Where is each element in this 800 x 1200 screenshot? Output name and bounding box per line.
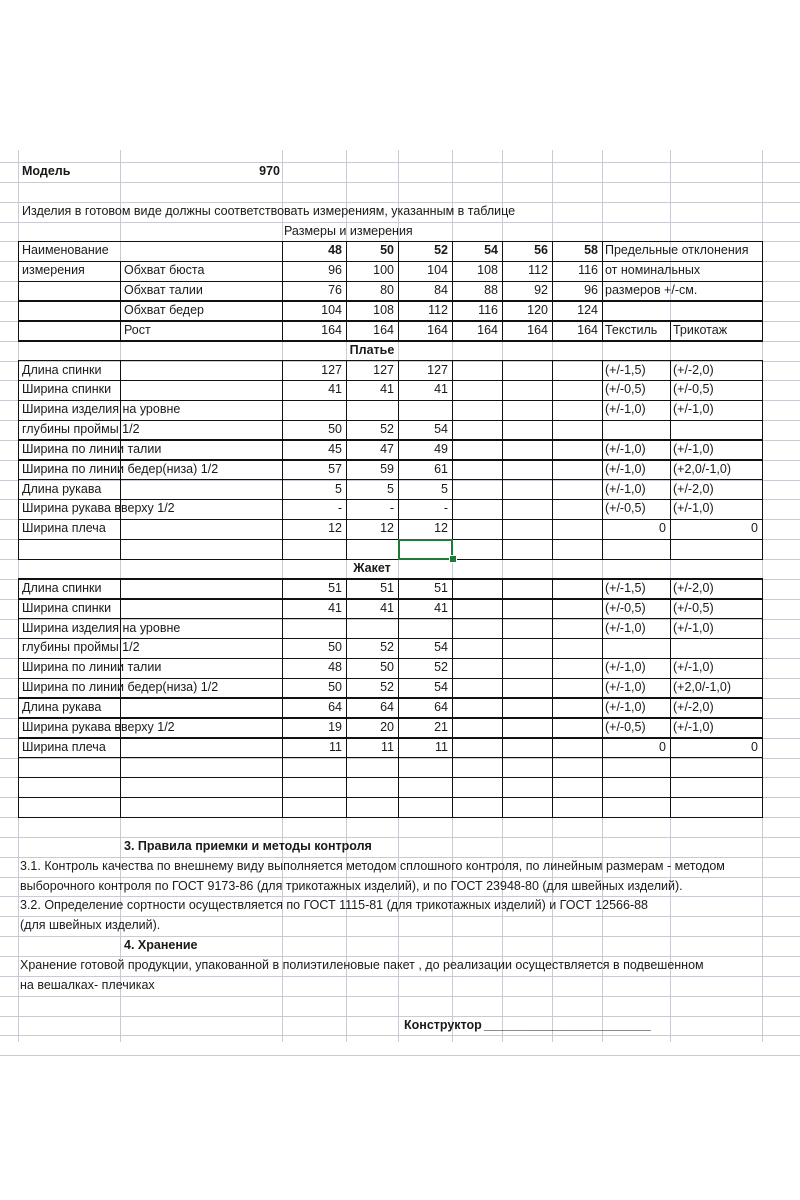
table-border-h: [18, 777, 763, 778]
dress-value: 41: [328, 382, 342, 397]
table-border-h: [18, 539, 763, 540]
dress-knit: (+/-2,0): [673, 362, 714, 377]
table-border-h: [18, 578, 763, 579]
body-measure-value: 116: [578, 263, 598, 278]
jacket-row-name: Ширина спинки: [22, 600, 112, 615]
body-measure-value: 84: [434, 283, 448, 298]
size-header-54: 54: [484, 243, 498, 258]
jacket-value: 52: [434, 660, 448, 675]
table-border-h: [18, 340, 763, 341]
model-label: Модель: [22, 164, 71, 178]
dress-value: 61: [434, 461, 448, 476]
table-border-v: [18, 241, 19, 340]
jacket-value: 20: [380, 719, 394, 734]
jacket-value: 50: [328, 640, 342, 655]
section3-text: выборочного контроля по ГОСТ 9173-86 (для трикотажных изделий), и по ГОСТ 23948-80 (для швейных изделий).: [20, 878, 683, 893]
dress-value: 127: [427, 362, 448, 377]
dress-knit: (+/-0,5): [673, 382, 714, 397]
dress-knit: (+/-2,0): [673, 481, 714, 496]
dress-value: 127: [321, 362, 342, 377]
jacket-textile: (+/-0,5): [605, 600, 646, 615]
dress-textile: (+/-1,0): [605, 441, 646, 456]
body-measure-name: Обхват бедер: [124, 302, 204, 317]
table-border-v: [502, 579, 503, 817]
jacket-textile: 0: [659, 739, 666, 754]
body-measure-value: 120: [527, 302, 548, 317]
dress-value: 47: [380, 441, 394, 456]
table-border-h: [18, 678, 763, 679]
table-border-h: [18, 320, 763, 321]
table-border-h: [18, 439, 763, 440]
size-header-50: 50: [380, 243, 394, 258]
body-measure-value: 108: [373, 302, 394, 317]
dress-textile: (+/-1,0): [605, 461, 646, 476]
dress-value: -: [337, 501, 342, 516]
body-measure-name: Рост: [124, 322, 151, 337]
dress-value: 57: [328, 461, 342, 476]
jacket-value: 19: [328, 719, 342, 734]
table-border-v: [18, 579, 19, 817]
table-border-h: [18, 559, 763, 560]
dress-textile: 0: [659, 521, 666, 536]
table-border-h: [18, 658, 763, 659]
dress-row-name: Ширина по линии талии: [22, 441, 162, 456]
dress-row-name: Ширина изделия на уровне: [22, 402, 181, 417]
dress-textile: (+/-1,0): [605, 402, 646, 417]
signature-line: ________________________: [484, 1017, 651, 1032]
dress-textile: (+/-0,5): [605, 382, 646, 397]
jacket-row-name: глубины проймы 1/2: [22, 640, 140, 655]
jacket-value: 54: [434, 680, 448, 695]
table-border-h: [18, 300, 763, 301]
body-measure-value: 104: [427, 263, 448, 278]
dress-knit: 0: [751, 521, 758, 536]
jacket-value: 50: [328, 680, 342, 695]
jacket-value: 51: [434, 580, 448, 595]
dress-value: 12: [380, 521, 394, 536]
dress-value: 41: [380, 382, 394, 397]
jacket-value: 64: [434, 699, 448, 714]
table-border-v: [762, 579, 763, 817]
jacket-value: 21: [434, 719, 448, 734]
jacket-value: 41: [380, 600, 394, 615]
body-measure-value: 164: [577, 322, 598, 337]
section3-text: (для швейных изделий).: [20, 918, 161, 933]
jacket-textile: (+/-1,0): [605, 660, 646, 675]
table-border-h: [18, 817, 763, 818]
dress-row-name: Ширина рукава вверху 1/2: [22, 501, 175, 516]
fill-handle[interactable]: [449, 555, 457, 563]
table-border-h: [18, 261, 763, 262]
table-border-h: [18, 400, 763, 401]
jacket-knit: (+/-2,0): [673, 580, 714, 595]
jacket-value: 64: [328, 699, 342, 714]
table-border-v: [120, 579, 121, 817]
table-border-v: [762, 241, 763, 340]
jacket-row-name: Ширина плеча: [22, 739, 106, 754]
table-border-v: [670, 579, 671, 817]
body-measure-name: Обхват бюста: [124, 263, 205, 278]
table-border-v: [552, 361, 553, 560]
dress-value: 41: [434, 382, 448, 397]
section3-text: 3.1. Контроль качества по внешнему виду выполняется методом сплошного контроля, по линейным размерам - методом: [20, 858, 725, 873]
table-border-h: [18, 380, 763, 381]
active-cell-selection[interactable]: [398, 539, 453, 560]
jacket-textile: (+/-1,0): [605, 699, 646, 714]
dress-value: 5: [387, 481, 394, 496]
jacket-title: Жакет: [353, 561, 391, 575]
dress-value: 127: [373, 362, 394, 377]
dress-row-name: Ширина плеча: [22, 521, 106, 536]
jacket-row-name: Длина спинки: [22, 580, 102, 595]
dress-textile: (+/-0,5): [605, 501, 646, 516]
body-measure-value: 104: [321, 302, 342, 317]
dress-value: 52: [380, 422, 394, 437]
dress-row-name: Длина рукава: [22, 481, 102, 496]
jacket-value: 41: [328, 600, 342, 615]
section3-title: 3. Правила приемки и методы контроля: [124, 838, 372, 853]
jacket-textile: (+/-1,0): [605, 620, 646, 635]
section4-text: на вешалках- плечиках: [20, 977, 155, 992]
dress-knit: (+/-1,0): [673, 441, 714, 456]
table-border-h: [18, 241, 763, 242]
dress-knit: (+/-1,0): [673, 402, 714, 417]
name-label: Наименование: [22, 243, 109, 258]
dress-value: 12: [434, 521, 448, 536]
dress-value: 50: [328, 422, 342, 437]
dress-knit: (+/-1,0): [673, 501, 714, 516]
jacket-value: 54: [434, 640, 448, 655]
jacket-value: 52: [380, 640, 394, 655]
dress-value: 49: [434, 441, 448, 456]
body-measure-value: 112: [528, 263, 548, 278]
dress-value: 5: [441, 481, 448, 496]
size-header-48: 48: [328, 243, 342, 258]
table-border-h: [18, 717, 763, 718]
jacket-knit: (+/-2,0): [673, 699, 714, 714]
jacket-row-name: Ширина рукава вверху 1/2: [22, 719, 175, 734]
body-measure-value: 164: [427, 322, 448, 337]
size-header-52: 52: [434, 243, 448, 258]
table-border-h: [18, 519, 763, 520]
section3-text: 3.2. Определение сортности осуществляется по ГОСТ 1115-81 (для трикотажных изделий) и ГОСТ 12566-88: [20, 898, 649, 913]
table-title: Размеры и измерения: [284, 223, 413, 238]
body-measure-value: 116: [478, 302, 498, 317]
table-border-v: [452, 579, 453, 817]
body-measure-value: 96: [328, 263, 342, 278]
table-border-v: [452, 361, 453, 560]
jacket-row-name: Ширина изделия на уровне: [22, 620, 181, 635]
jacket-value: 51: [328, 580, 342, 595]
table-border-h: [18, 797, 763, 798]
jacket-textile: (+/-1,5): [605, 580, 646, 595]
body-measure-value: 112: [428, 302, 448, 317]
dress-textile: (+/-1,5): [605, 362, 646, 377]
body-measure-value: 124: [577, 302, 598, 317]
jacket-value: 11: [435, 739, 448, 754]
jacket-textile: (+/-1,0): [605, 680, 646, 695]
table-border-h: [18, 638, 763, 639]
jacket-value: 51: [380, 580, 394, 595]
jacket-knit: (+/-1,0): [673, 660, 714, 675]
name-label-2: измерения: [22, 263, 85, 278]
table-border-h: [18, 598, 763, 599]
body-measure-value: 80: [380, 283, 394, 298]
jacket-knit: (+/-0,5): [673, 600, 714, 615]
jacket-value: 50: [380, 660, 394, 675]
jacket-row-name: Ширина по линии талии: [22, 660, 162, 675]
jacket-knit: 0: [751, 739, 758, 754]
table-border-h: [18, 697, 763, 698]
body-measure-value: 164: [373, 322, 394, 337]
dress-value: 45: [328, 441, 342, 456]
table-border-h: [18, 360, 763, 361]
table-border-h: [18, 618, 763, 619]
dress-row-name: Длина спинки: [22, 362, 102, 377]
body-measure-value: 100: [373, 263, 394, 278]
body-measure-value: 108: [477, 263, 498, 278]
jacket-knit: (+/-1,0): [673, 719, 714, 734]
table-border-v: [762, 361, 763, 560]
model-number: 970: [259, 164, 280, 178]
section4-text: Хранение готовой продукции, упакованной в полиэтиленовые пакет , до реализации осуществляется в подвешенном: [20, 958, 704, 972]
jacket-value: 41: [434, 600, 448, 615]
jacket-value: 11: [329, 739, 342, 754]
body-measure-value: 88: [484, 283, 498, 298]
jacket-textile: (+/-0,5): [605, 719, 646, 734]
body-measure-value: 164: [527, 322, 548, 337]
dress-value: 5: [335, 481, 342, 496]
dress-value: 59: [380, 461, 394, 476]
dress-textile: (+/-1,0): [605, 481, 646, 496]
table-border-v: [602, 579, 603, 817]
tolerance-label: Предельные отклонения: [605, 243, 749, 258]
table-border-h: [18, 281, 763, 282]
dress-value: -: [389, 501, 394, 516]
table-border-h: [18, 459, 763, 460]
size-header-56: 56: [534, 243, 548, 258]
knit-header: Трикотаж: [673, 322, 728, 337]
dress-title: Платье: [349, 342, 395, 357]
dress-value: 54: [434, 422, 448, 437]
body-measure-value: 96: [584, 283, 598, 298]
table-border-v: [120, 261, 121, 340]
dress-row-name: глубины проймы 1/2: [22, 422, 140, 437]
dress-value: -: [443, 501, 448, 516]
jacket-value: 11: [381, 739, 394, 754]
table-border-v: [120, 361, 121, 560]
jacket-value: 48: [328, 660, 342, 675]
intro-text: Изделия в готовом виде должны соответствовать измерениям, указанным в таблице: [22, 203, 516, 218]
textile-header: Текстиль: [605, 322, 658, 337]
jacket-value: 52: [380, 680, 394, 695]
jacket-value: 64: [380, 699, 394, 714]
jacket-row-name: Ширина по линии бедер(низа) 1/2: [22, 680, 219, 695]
table-border-h: [18, 499, 763, 500]
size-header-58: 58: [584, 243, 598, 258]
table-border-h: [18, 737, 763, 738]
body-measure-value: 164: [477, 322, 498, 337]
tolerance-label-3: размеров +/-см.: [605, 283, 698, 298]
table-border-v: [18, 361, 19, 560]
signature-label: Конструктор: [404, 1017, 482, 1032]
table-border-v: [670, 321, 671, 341]
section4-title: 4. Хранение: [124, 938, 198, 953]
body-measure-value: 76: [328, 283, 342, 298]
tolerance-label-2: от номинальных: [605, 263, 701, 278]
dress-row-name: Ширина по линии бедер(низа) 1/2: [22, 461, 219, 476]
dress-row-name: Ширина спинки: [22, 382, 112, 397]
body-measure-value: 92: [534, 283, 548, 298]
table-border-v: [552, 579, 553, 817]
jacket-row-name: Длина рукава: [22, 699, 102, 714]
table-border-v: [502, 361, 503, 560]
body-measure-value: 164: [321, 322, 342, 337]
table-border-h: [18, 757, 763, 758]
body-measure-name: Обхват талии: [124, 283, 203, 298]
table-border-h: [18, 420, 763, 421]
dress-value: 12: [328, 521, 342, 536]
table-border-h: [18, 479, 763, 480]
jacket-knit: (+/-1,0): [673, 620, 714, 635]
dress-knit: (+2,0/-1,0): [673, 461, 732, 476]
jacket-knit: (+2,0/-1,0): [673, 680, 732, 695]
gridline-row: [0, 1055, 800, 1056]
table-border-v: [602, 241, 603, 340]
